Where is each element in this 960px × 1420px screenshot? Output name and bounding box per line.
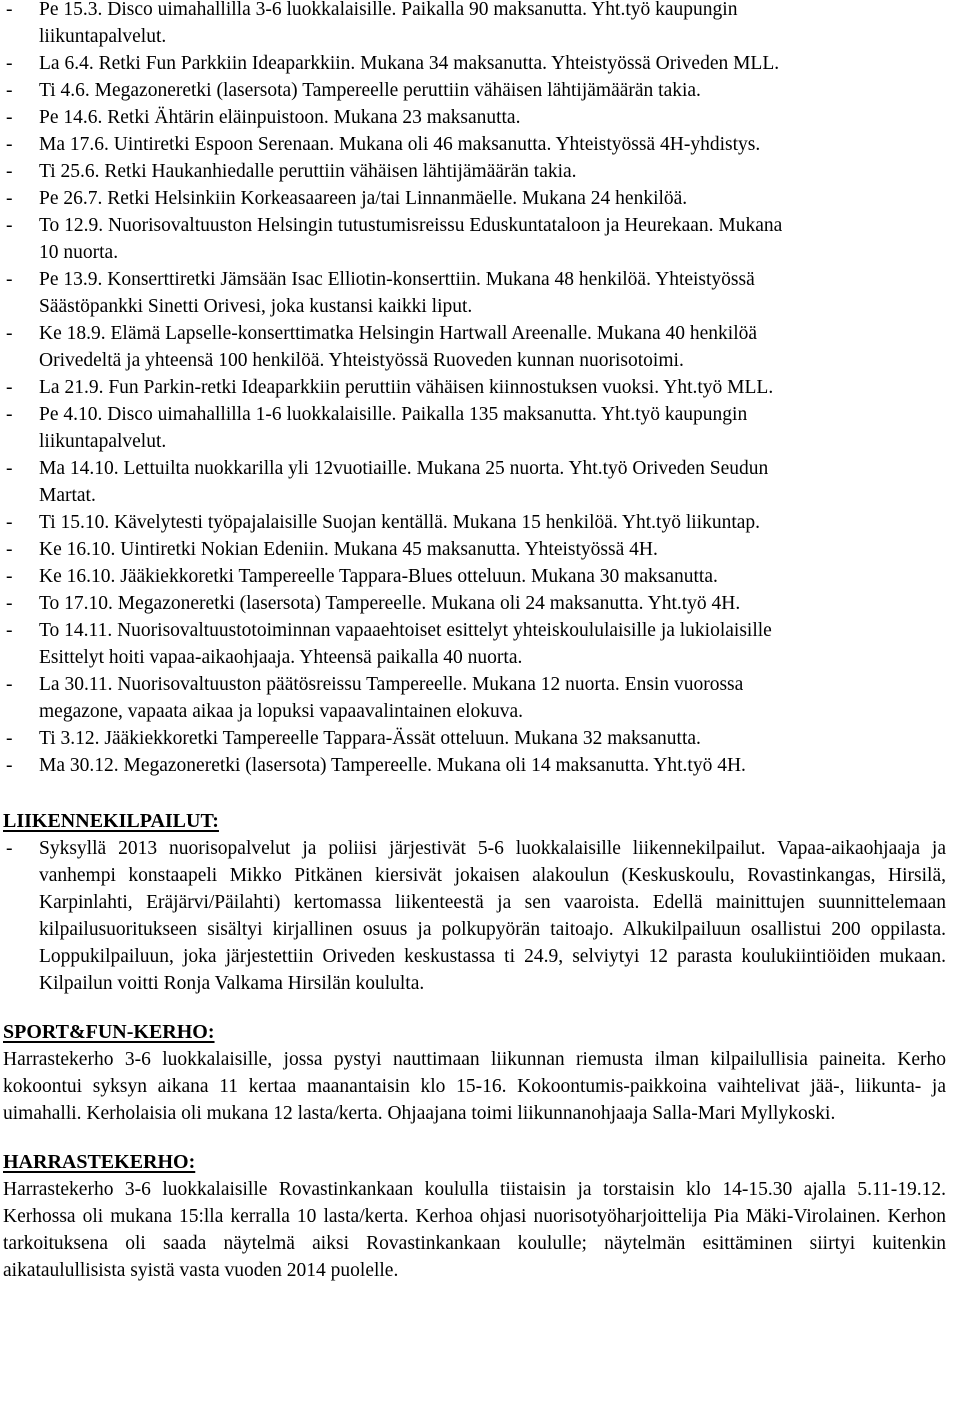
list-item: [0, 835, 960, 997]
list-item: [0, 563, 960, 590]
event-text-continued: Orivedeltä ja yhteensä 100 henkilöä. Yhteistyössä Ruoveden kunnan nuorisotoimi.: [39, 350, 684, 371]
list-item: [0, 725, 960, 752]
list-item: [0, 374, 960, 401]
list-bullet: -: [6, 215, 13, 236]
list-item: [0, 0, 960, 50]
list-bullet: -: [6, 134, 13, 155]
list-bullet: -: [6, 566, 13, 587]
list-item: [0, 536, 960, 563]
section-sport-fun-kerho: [0, 1019, 960, 1127]
list-item: [0, 266, 960, 320]
list-item: [0, 617, 960, 671]
list-bullet: -: [6, 377, 13, 398]
section-liikennekilpailut: [0, 808, 960, 997]
list-item: [0, 455, 960, 509]
event-text: Ti 4.6. Megazoneretki (lasersota) Tampereelle peruttiin vähäisen lähtijämäärän takia.: [39, 80, 701, 101]
list-bullet: -: [6, 188, 13, 209]
event-text: Pe 15.3. Disco uimahallilla 3-6 luokkalaisille. Paikalla 90 maksanutta. Yht.työ kaupungin: [39, 0, 738, 20]
event-text: Ma 17.6. Uintiretki Espoon Serenaan. Mukana oli 46 maksanutta. Yhteistyössä 4H-yhdistys.: [39, 134, 761, 155]
event-text: La 6.4. Retki Fun Parkkiin Ideaparkkiin. Mukana 34 maksanutta. Yhteistyössä Oriveden MLL.: [39, 53, 780, 74]
section-text: Harrastekerho 3-6 luokkalaisille, jossa pystyi nauttimaan liikunnan riemusta ilman kilpailullisia paineita. Kerho kokoontui syksyn aikana 11 kertaa maanantaisin klo 15-16. Kokoontumis-paikkoina vaihtelivat jää-, liikunta- ja uimahalli. Kerholaisia oli mukana 12 lasta/kerta. Ohjaajana toimi liikunnanohjaaja Salla-Mari Myllykoski.: [3, 1049, 946, 1124]
list-bullet: -: [6, 674, 13, 695]
list-item: [0, 50, 960, 77]
event-text: Ke 18.9. Elämä Lapselle-konserttimatka Helsingin Hartwall Areenalle. Mukana 40 henkilöä: [39, 323, 758, 344]
list-bullet: -: [6, 539, 13, 560]
event-text: La 30.11. Nuorisovaltuuston päätösreissu Tampereelle. Mukana 12 nuorta. Ensin vuorossa: [39, 674, 744, 695]
list-bullet: -: [6, 593, 13, 614]
event-text: Ma 30.12. Megazoneretki (lasersota) Tampereelle. Mukana oli 14 maksanutta. Yht.työ 4H.: [39, 755, 746, 776]
event-text: Pe 13.9. Konserttiretki Jämsään Isac Elliotin-konserttiin. Mukana 48 henkilöä. Yhteistyössä: [39, 269, 755, 290]
event-text: Ti 15.10. Kävelytesti työpajalaisille Suojan kentällä. Mukana 15 henkilöä. Yht.työ liikuntap.: [39, 512, 761, 533]
section-heading: HARRASTEKERHO:: [3, 1151, 196, 1173]
list-bullet: -: [6, 404, 13, 425]
event-text-continued: liikuntapalvelut.: [39, 26, 167, 47]
section-heading: SPORT&FUN-KERHO:: [3, 1021, 215, 1043]
list-bullet: -: [6, 107, 13, 128]
list-item: [0, 104, 960, 131]
event-text: Pe 14.6. Retki Ähtärin eläinpuistoon. Mukana 23 maksanutta.: [39, 107, 521, 128]
event-text: Ke 16.10. Jääkiekkoretki Tampereelle Tappara-Blues otteluun. Mukana 30 maksanutta.: [39, 566, 718, 587]
list-bullet: -: [6, 53, 13, 74]
list-bullet: -: [6, 269, 13, 290]
list-bullet: -: [6, 620, 13, 641]
event-text: Ma 14.10. Lettuilta nuokkarilla yli 12vuotiaille. Mukana 25 nuorta. Yht.työ Oriveden Seudun: [39, 458, 769, 479]
event-text-continued: 10 nuorta.: [39, 242, 119, 263]
event-text: Pe 26.7. Retki Helsinkiin Korkeasaareen ja/tai Linnanmäelle. Mukana 24 henkilöä.: [39, 188, 688, 209]
event-text-continued: Esittelyt hoiti vapaa-aikaohjaaja. Yhteensä paikalla 40 nuorta.: [39, 647, 523, 668]
list-item: [0, 590, 960, 617]
event-text: To 12.9. Nuorisovaltuuston Helsingin tutustumisreissu Eduskuntataloon ja Heurekaan. Mukana: [39, 215, 783, 236]
list-item: [0, 131, 960, 158]
event-text-continued: Säästöpankki Sinetti Orivesi, joka kustansi kaikki liput.: [39, 296, 473, 317]
list-bullet: -: [6, 838, 13, 859]
section-heading: LIIKENNEKILPAILUT:: [3, 810, 219, 832]
list-bullet: -: [6, 755, 13, 776]
list-item: [0, 212, 960, 266]
event-text: To 17.10. Megazoneretki (lasersota) Tampereelle. Mukana oli 24 maksanutta. Yht.työ 4H.: [39, 593, 741, 614]
list-bullet: -: [6, 458, 13, 479]
list-item: [0, 158, 960, 185]
event-text: Pe 4.10. Disco uimahallilla 1-6 luokkalaisille. Paikalla 135 maksanutta. Yht.työ kaupungin: [39, 404, 748, 425]
event-text: La 21.9. Fun Parkin-retki Ideaparkkiin peruttiin vähäisen kiinnostuksen vuoksi. Yht.työ MLL.: [39, 377, 774, 398]
list-item: [0, 77, 960, 104]
list-bullet: -: [6, 323, 13, 344]
list-bullet: -: [6, 728, 13, 749]
list-item: [0, 509, 960, 536]
section-harrastekerho: [0, 1149, 960, 1284]
list-item: [0, 401, 960, 455]
list-bullet: -: [6, 161, 13, 182]
list-bullet: -: [6, 80, 13, 101]
section-text: Syksyllä 2013 nuorisopalvelut ja poliisi järjestivät 5-6 luokkalaisille liikennekilpailut. Vapaa-aikaohjaaja ja vanhempi konstaapeli Mikko Pitkänen kiersivät jokaisen alakoulun (Keskuskoulu, Rovastinkangas, Hirsilä, Karpinlahti, Eräjärvi/Päilahti) kertomassa liikenteestä ja sen vaaroista. Edellä mainittujen suunnittelemaan kilpailusuoritukseen sisältyi kirjallinen osuus ja polkupyörän taitoajo. Alkukilpailuun osallistui 200 oppilasta. Loppukilpailuun, joka järjestettiin Oriveden keskustassa ti 24.9, selviytyi 12 parasta koulukiintiöiden mukaan. Kilpailun voitti Ronja Valkama Hirsilän koululta.: [39, 838, 946, 994]
list-item: [0, 320, 960, 374]
list-item: [0, 185, 960, 212]
event-text: To 14.11. Nuorisovaltuustotoiminnan vapaaehtoiset esittelyt yhteiskoululaisille ja lukiolaisille: [39, 620, 772, 641]
list-bullet: -: [6, 0, 13, 20]
event-text: Ke 16.10. Uintiretki Nokian Edeniin. Mukana 45 maksanutta. Yhteistyössä 4H.: [39, 539, 658, 560]
event-text: Ti 25.6. Retki Haukanhiedalle peruttiin vähäisen lähtijämäärän takia.: [39, 161, 577, 182]
event-text: Ti 3.12. Jääkiekkoretki Tampereelle Tappara-Ässät otteluun. Mukana 32 maksanutta.: [39, 728, 701, 749]
event-text-continued: Martat.: [39, 485, 96, 506]
list-item: [0, 752, 960, 779]
event-text-continued: megazone, vapaata aikaa ja lopuksi vapaavalintainen elokuva.: [39, 701, 524, 722]
list-bullet: -: [6, 512, 13, 533]
list-item: [0, 671, 960, 725]
section-text: Harrastekerho 3-6 luokkalaisille Rovastinkankaan koululla tiistaisin ja torstaisin klo 14-15.30 ajalla 5.11-19.12. Kerhossa oli mukana 15:lla kerralla 10 lasta/kerta. Kerhoa ohjasi nuorisotyöharjoittelija Pia Mäki-Virolainen. Kerhon tarkoituksena oli saada näytelmä aiksi Rovastinkankaan koululle; näytelmän esittäminen siirtyi kuitenkin aikataulullisista syistä vasta vuoden 2014 puolelle.: [3, 1179, 946, 1281]
event-text-continued: liikuntapalvelut.: [39, 431, 167, 452]
